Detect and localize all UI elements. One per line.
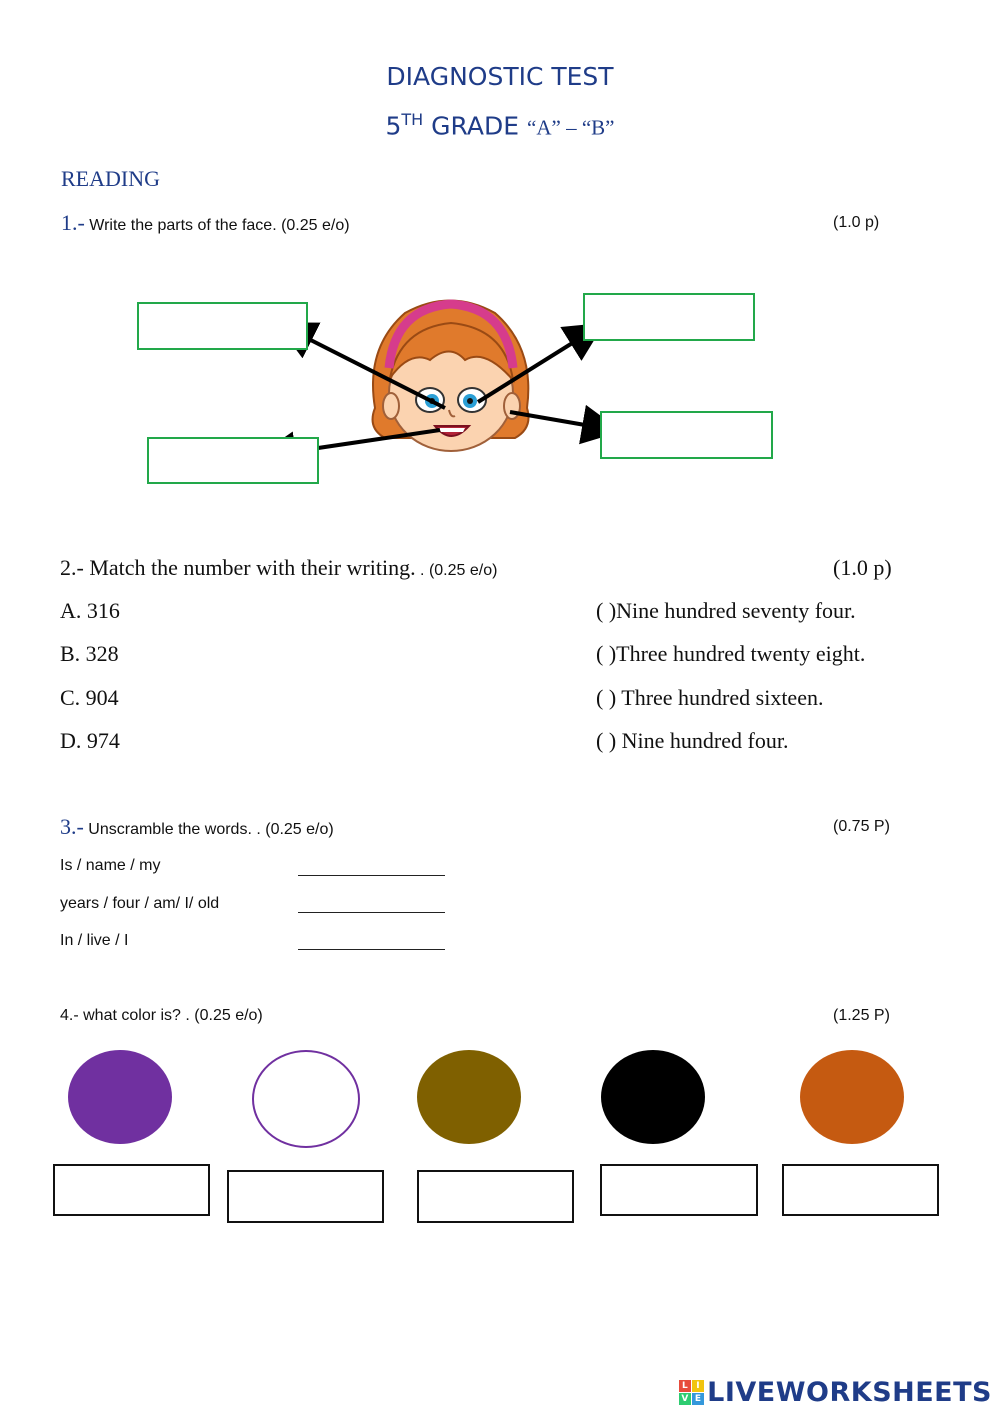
q4-points: (1.25 P): [833, 1007, 890, 1024]
answer-box-top-left[interactable]: [137, 302, 308, 350]
q2-number-c: C. 904: [60, 685, 119, 710]
q2-text: 2.- Match the number with their writing.: [60, 555, 416, 580]
color-answer-box-5[interactable]: [782, 1164, 939, 1216]
color-swatch-black: [601, 1050, 705, 1144]
q2-writing-2[interactable]: ( )Three hundred twenty eight.: [596, 641, 866, 666]
arrow-eye-right: [478, 327, 598, 402]
color-swatch-white: [252, 1050, 360, 1148]
q2-note: . (0.25 e/o): [420, 562, 498, 579]
q3-text: Unscramble the words. . (0.25 e/o): [88, 821, 334, 838]
color-answer-box-4[interactable]: [600, 1164, 758, 1216]
q2-writing-4[interactable]: ( ) Nine hundred four.: [596, 728, 789, 753]
q3-item-3: In / live / I: [60, 932, 129, 949]
grade-number: 5: [385, 111, 402, 141]
color-swatch-purple: [68, 1050, 172, 1144]
q3-blank-3[interactable]: [298, 949, 445, 950]
q3-item-1: Is / name / my: [60, 857, 161, 874]
q2-writing-1[interactable]: ( )Nine hundred seventy four.: [596, 598, 856, 623]
logo-text: LIVEWORKSHEETS: [707, 1377, 992, 1408]
page-title: DIAGNOSTIC TEST: [386, 62, 614, 91]
color-swatch-orange: [800, 1050, 904, 1144]
color-answer-box-1[interactable]: [53, 1164, 210, 1216]
q2-writing-3[interactable]: ( ) Three hundred sixteen.: [596, 685, 824, 710]
q2-number-a: A. 316: [60, 598, 120, 623]
logo-mark-icon: [679, 1380, 704, 1405]
color-answer-box-2[interactable]: [227, 1170, 384, 1223]
grade-word: GRADE: [431, 111, 520, 141]
grade-sections: “A” – “B”: [527, 115, 615, 140]
grade-superscript: TH: [401, 110, 424, 129]
q3-blank-1[interactable]: [298, 875, 445, 876]
answer-box-bottom-left[interactable]: [147, 437, 319, 484]
q3-number: 3.-: [60, 814, 84, 839]
logo-mark-i: I: [692, 1380, 704, 1392]
logo-mark-l: L: [679, 1380, 691, 1392]
q4-prompt: 4.- what color is? . (0.25 e/o): [60, 1007, 263, 1024]
section-heading: READING: [61, 166, 160, 191]
q2-points: (1.0 p): [833, 555, 892, 580]
logo-mark-e: E: [692, 1393, 704, 1405]
color-swatch-brown: [417, 1050, 521, 1144]
arrow-ear: [510, 412, 614, 430]
q3-item-2: years / four / am/ I/ old: [60, 895, 220, 912]
q3-blank-2[interactable]: [298, 912, 445, 913]
q2-prompt: [60, 555, 497, 581]
logo-mark-v: V: [679, 1393, 691, 1405]
answer-box-top-right[interactable]: [583, 293, 755, 341]
q1-text: Write the parts of the face. (0.25 e/o): [89, 217, 350, 234]
q2-number-b: B. 328: [60, 641, 119, 666]
color-answer-box-3[interactable]: [417, 1170, 574, 1223]
q1-number: 1.-: [61, 210, 85, 235]
liveworksheets-logo: [679, 1377, 992, 1408]
q3-points: (0.75 P): [833, 818, 890, 835]
q2-number-d: D. 974: [60, 728, 120, 753]
answer-box-bottom-right[interactable]: [600, 411, 773, 459]
q1-points: (1.0 p): [833, 214, 880, 231]
q3-prompt: [60, 814, 334, 840]
